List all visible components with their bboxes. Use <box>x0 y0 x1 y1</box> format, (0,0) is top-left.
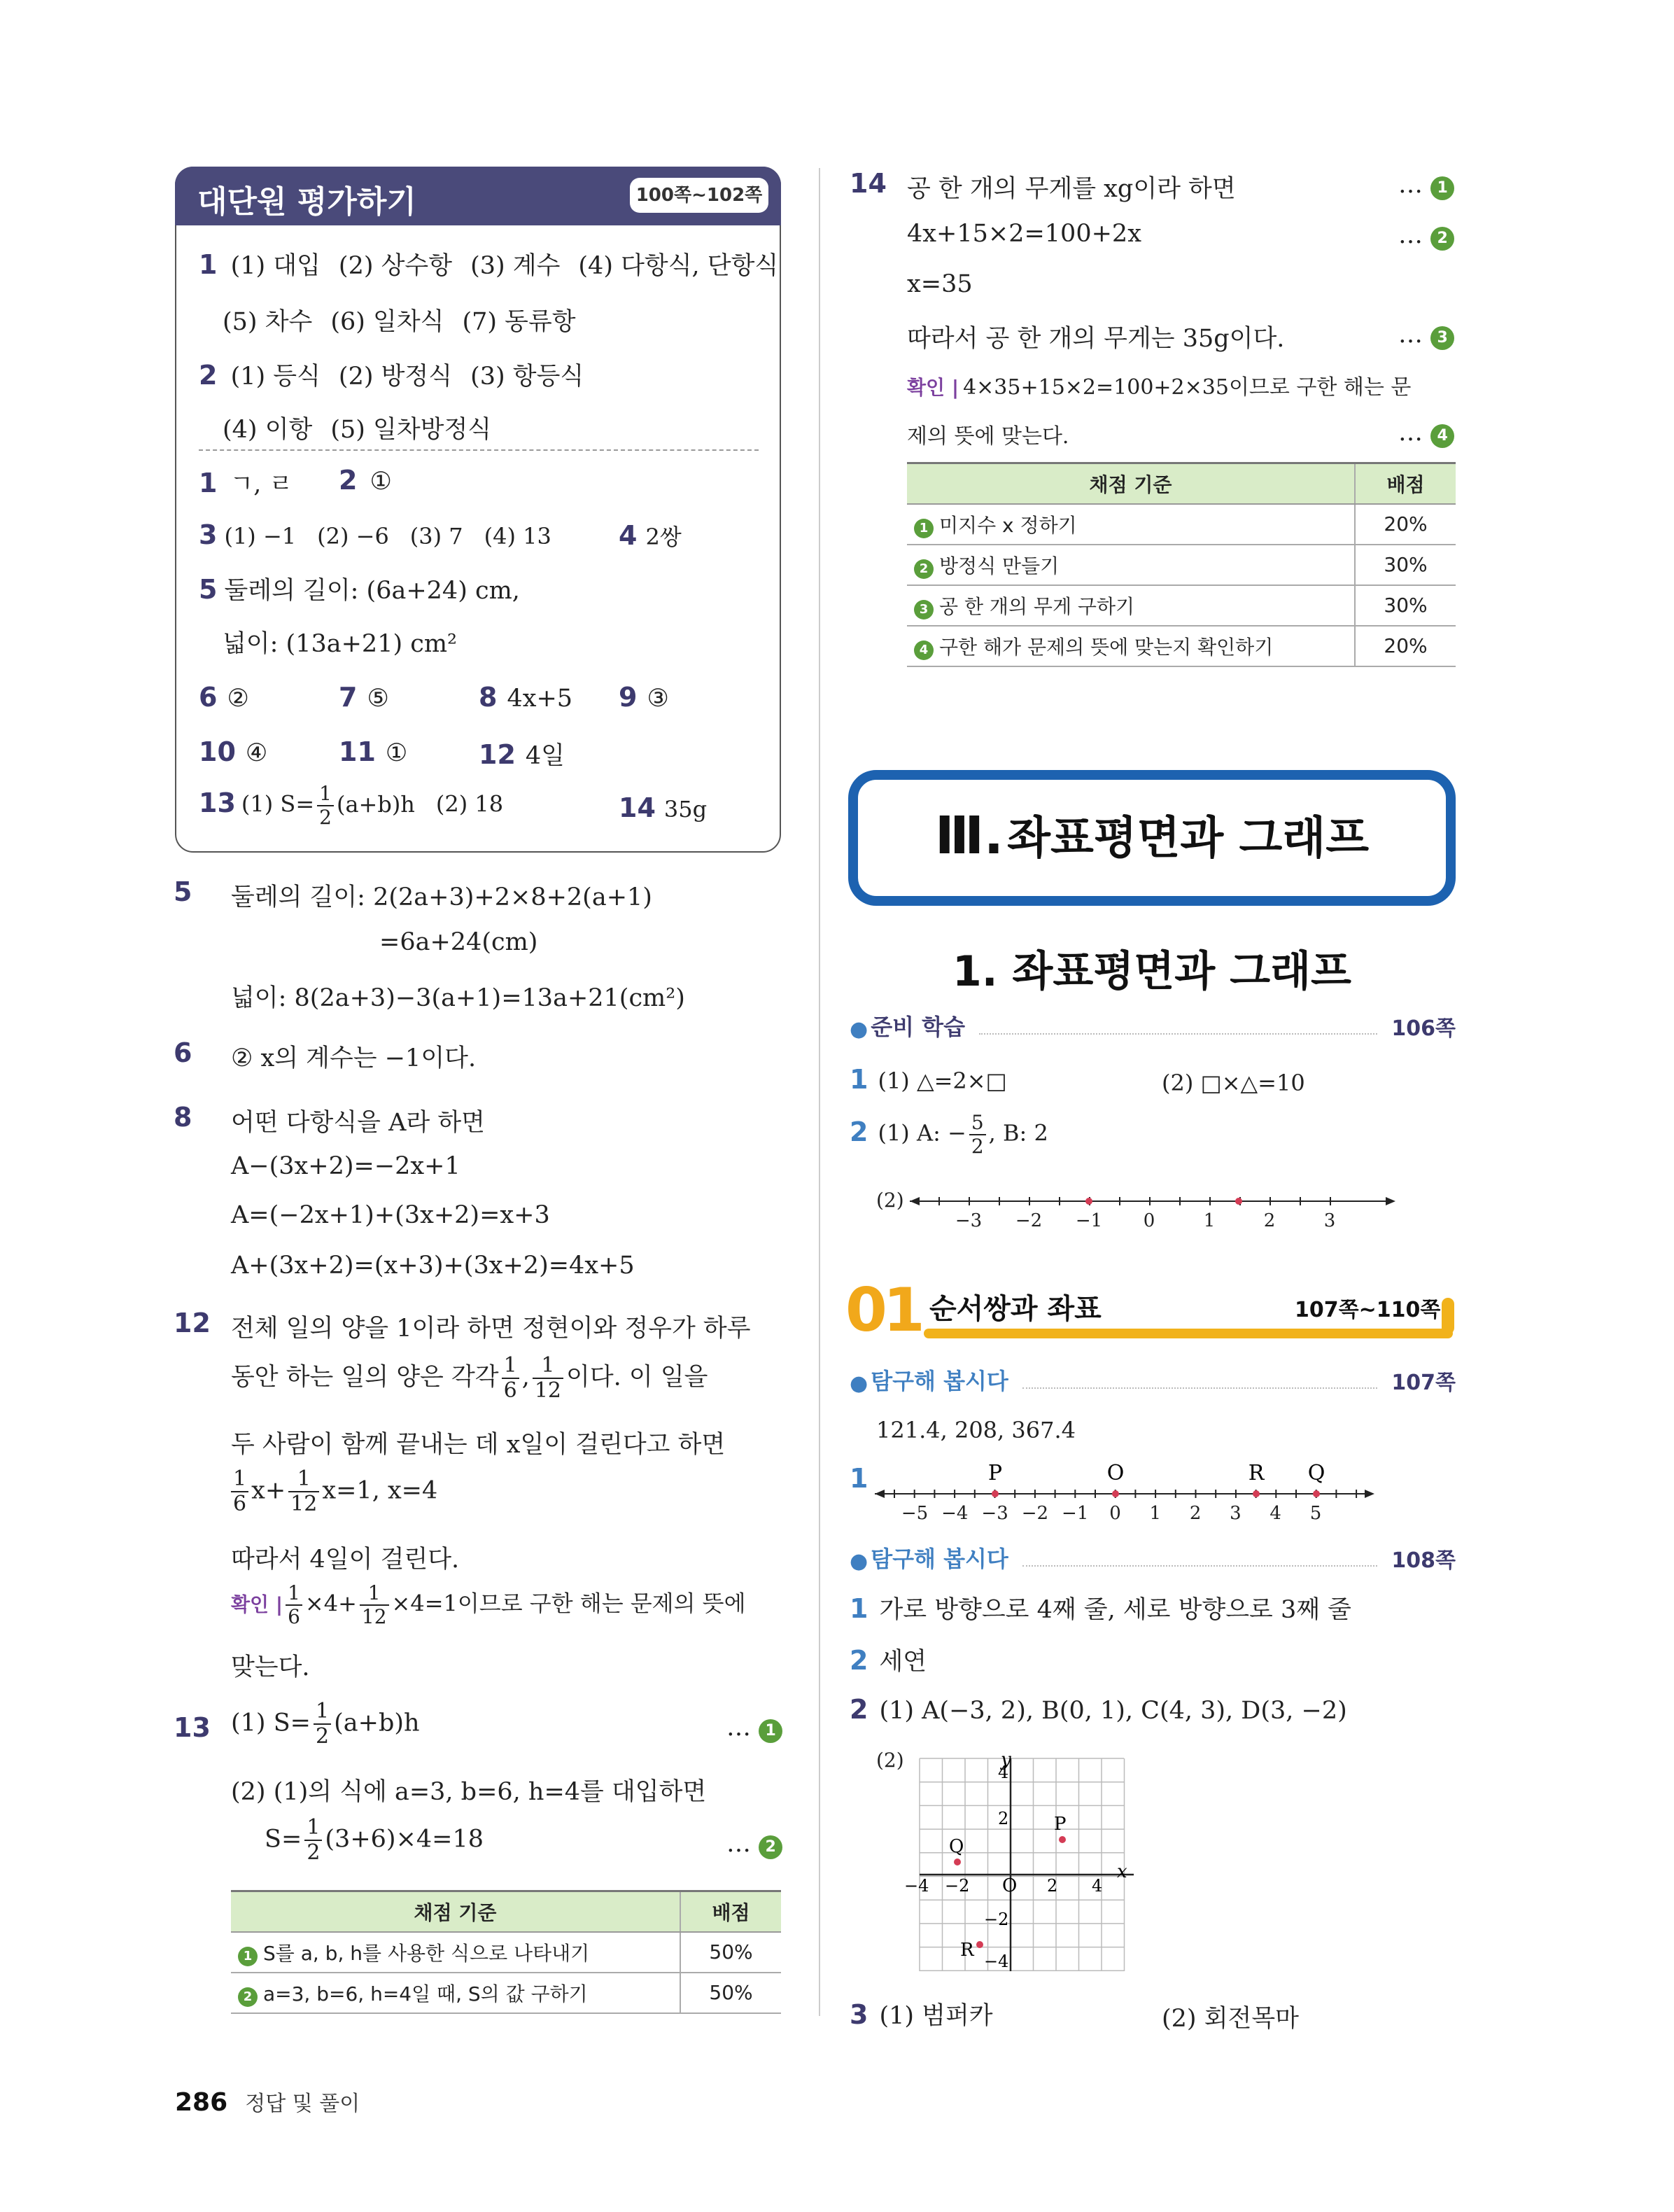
table-row: 3 공 한 개의 무게 구하기 30% <box>907 585 1456 626</box>
tick-label: 2 <box>1047 1876 1058 1896</box>
unit-eval-row2: 2 (1) 등식 (2) 방정식 (3) 항등식 <box>199 360 584 391</box>
sol14-line4: 따라서 공 한 개의 무게는 35g이다. <box>907 325 1285 353</box>
tick-label: −4 <box>984 1952 1009 1971</box>
tick-label: 3 <box>1230 1503 1242 1524</box>
tick-label: 0 <box>1109 1503 1121 1524</box>
sol8-line2: A−(3x+2)=−2x+1 <box>231 1152 460 1180</box>
sol14-score-table <box>907 462 1456 667</box>
tick-label: −2 <box>945 1876 970 1896</box>
coordinate-grid <box>903 1750 1148 1981</box>
sol13-line3: S= $\frac{1}{2}$ (3+6)×4=18 <box>265 1815 484 1865</box>
tick-label: 0 <box>1143 1210 1155 1231</box>
column-divider <box>819 168 820 2016</box>
section-subtitle: 1. 좌표평면과 그래프 <box>952 947 1351 996</box>
axis-label-x: x <box>1117 1861 1127 1882</box>
section-underline <box>924 1329 1453 1338</box>
tick-label: −1 <box>1075 1210 1103 1231</box>
table-row: 4 구한 해가 문제의 뜻에 맞는지 확인하기 20% <box>907 626 1456 666</box>
tick-label: 1 <box>1149 1503 1162 1524</box>
sol5-line1: 둘레의 길이: 2(2a+3)+2×8+2(a+1) <box>231 883 652 911</box>
answer-2-graph-label: (2) <box>876 1749 904 1772</box>
tick-label: −3 <box>981 1503 1008 1524</box>
answer-2: 2 ① <box>339 465 392 496</box>
answer-9: 9 ③ <box>619 682 669 713</box>
section-title: 순서쌍과 좌표 <box>929 1293 1102 1325</box>
sol14-line2: 4x+15×2=100+2x <box>907 220 1141 248</box>
sol13-mark2: … 2 <box>726 1830 782 1859</box>
footer <box>175 2086 360 2117</box>
unit-eval-row1b: (5) 차수 (6) 일차식 (7) 동류항 <box>223 308 576 336</box>
tick-label: −2 <box>1021 1503 1049 1524</box>
sol12-line4: $\frac{1}{6}$ x+ $\frac{1}{12}$ x=1, x=4 <box>231 1469 437 1515</box>
answer-5b: 넓이: (13a+21) cm² <box>223 630 458 658</box>
sol8-line4: A+(3x+2)=(x+3)+(3x+2)=4x+5 <box>231 1252 635 1280</box>
sol6-line1: ② x의 계수는 −1이다. <box>231 1044 477 1072</box>
tick-label: 4 <box>1269 1503 1281 1524</box>
prep-q1: 1 (1) △=2×□ <box>850 1064 1007 1095</box>
point-label: R <box>960 1940 974 1961</box>
answer-8: 8 4x+5 <box>479 682 573 713</box>
sol5-line3: 넓이: 8(2a+3)−3(a+1)=13a+21(cm²) <box>231 984 685 1012</box>
tick-label: 4 <box>998 1763 1009 1782</box>
answer-5: 5 둘레의 길이: (6a+24) cm, <box>199 574 520 605</box>
sol14-mark3: … 3 <box>1398 321 1454 350</box>
sol14-number: 14 <box>850 168 887 199</box>
sol6-number: 6 <box>174 1037 192 1068</box>
tick-label: 5 <box>1309 1503 1322 1524</box>
sol12-line2: 동안 하는 일의 양은 각각 $\frac{1}{6}$ , $\frac{1}{12}$ 이다. 이 일을 <box>231 1353 708 1403</box>
sol12-number: 12 <box>174 1308 211 1338</box>
axis-label-y: y <box>1001 1750 1011 1770</box>
sol8-line3: A=(−2x+1)+(3x+2)=x+3 <box>231 1201 550 1229</box>
point-label: Q <box>1307 1461 1325 1485</box>
origin-label: O <box>1002 1875 1018 1896</box>
answer-10: 10 ④ <box>199 736 268 767</box>
sol5-number: 5 <box>174 876 192 907</box>
unit-eval-row2b: (4) 이항 (5) 일차방정식 <box>223 416 492 444</box>
answer-3: 3 (1) −1 (2) −6 (3) 7 (4) 13 <box>199 519 551 550</box>
answer-7: 7 ⑤ <box>339 682 389 713</box>
tick-label: −4 <box>941 1503 969 1524</box>
divider <box>199 449 759 451</box>
sol14-mark2: … 2 <box>1398 221 1454 251</box>
sol13-score-table <box>231 1890 781 2014</box>
number-line-pqr <box>875 1456 1379 1533</box>
footer-label: 정답 및 풀이 <box>245 2092 360 2116</box>
tick-label: −2 <box>1015 1210 1043 1231</box>
unit-eval-pages: 100쪽~102쪽 <box>630 178 768 213</box>
page-number: 286 <box>175 2088 228 2117</box>
sol14-line1: 공 한 개의 무게를 xg이라 하면 <box>907 175 1236 203</box>
point-label: P <box>987 1461 1003 1485</box>
sol14-line6: 제의 뜻에 맞는다. <box>907 424 1069 449</box>
sol14-mark4: … 4 <box>1398 419 1454 448</box>
sol12-line7: 맞는다. <box>231 1653 310 1681</box>
table-row: 1 S를 a, b, h를 사용한 식으로 나타내기 50% <box>231 1932 781 1973</box>
sol14-check: 확인 | 4×35+15×2=100+2×35이므로 구한 해는 문 <box>907 375 1412 400</box>
answer-11: 11 ① <box>339 736 408 767</box>
sol12-line1: 전체 일의 양을 1이라 하면 정현이와 정우가 하루 <box>231 1315 751 1343</box>
point-label: P <box>1054 1814 1067 1835</box>
answer-13: 13 (1) S= $\frac{1}{2}$ (a+b)h (2) 18 <box>199 782 504 829</box>
chapter-roman: Ⅲ. <box>934 806 1004 866</box>
answer-4: 4 2쌍 <box>619 520 682 551</box>
answer-2-coords: 2 (1) A(−3, 2), B(0, 1), C(4, 3), D(3, −2) <box>850 1694 1347 1725</box>
sol5-line2: =6a+24(cm) <box>379 928 538 956</box>
sol12-line3: 두 사람이 함께 끝내는 데 x일이 걸린다고 하면 <box>231 1431 726 1459</box>
tick-label: −5 <box>901 1503 929 1524</box>
prep-q1b: (2) □×△=10 <box>1162 1070 1305 1096</box>
sol13-line1: (1) S= $\frac{1}{2}$ (a+b)h <box>231 1699 420 1749</box>
table-header-points: 배점 <box>680 1891 781 1932</box>
answer-1-explore: 1 가로 방향으로 4째 줄, 세로 방향으로 3째 줄 <box>850 1593 1351 1624</box>
sol14-line3: x=35 <box>907 270 973 298</box>
tick-label: −3 <box>955 1210 983 1231</box>
answer-14: 14 35g <box>619 792 708 823</box>
answer-3-ride-b: (2) 회전목마 <box>1162 2005 1299 2033</box>
sol8-number: 8 <box>174 1102 192 1133</box>
prep-q2c: (2) <box>876 1189 904 1212</box>
answer-2-explore: 2 세연 <box>850 1645 927 1676</box>
table-row: 1 미지수 x 정하기 20% <box>907 504 1456 545</box>
tick-label: 2 <box>1263 1210 1276 1231</box>
table-header-criteria: 채점 기준 <box>231 1891 680 1932</box>
point-label: R <box>1248 1461 1265 1485</box>
explore-values: 121.4, 208, 367.4 <box>876 1417 1076 1443</box>
table-row: 2 방정식 만들기 30% <box>907 545 1456 585</box>
explore-header-2: ● 탐구해 봅시다 108쪽 <box>850 1546 1456 1574</box>
unit-eval-row1: 1 (1) 대입 (2) 상수항 (3) 계수 (4) 다항식, 단항식 <box>199 249 779 280</box>
tick-label: 2 <box>998 1809 1009 1828</box>
bullet-icon: ● <box>850 1371 868 1396</box>
tick-label: 2 <box>1189 1503 1202 1524</box>
table-header-points: 배점 <box>1355 463 1456 504</box>
table-header-criteria: 채점 기준 <box>907 463 1355 504</box>
table-row: 2 a=3, b=6, h=4일 때, S의 값 구하기 50% <box>231 1973 781 2013</box>
tick-label: 1 <box>1203 1210 1216 1231</box>
bullet-icon: ● <box>850 1549 868 1574</box>
prep-q2: 2 (1) A: − $\frac{5}{2}$ , B: 2 <box>850 1111 1048 1158</box>
tick-label: −2 <box>984 1910 1009 1929</box>
tick-label: −1 <box>1062 1503 1089 1524</box>
answer-3-ride: 3 (1) 범퍼카 <box>850 1999 993 2030</box>
explore-header-1: ● 탐구해 봅시다 107쪽 <box>850 1368 1456 1396</box>
prep-header: ● 준비 학습 106쪽 <box>850 1014 1456 1042</box>
sol12-line5: 따라서 4일이 걸린다. <box>231 1546 460 1574</box>
sol13-mark1: … 1 <box>726 1714 782 1743</box>
sol8-line1: 어떤 다항식을 A라 하면 <box>231 1109 485 1137</box>
sol13-number: 13 <box>174 1712 211 1743</box>
tick-label: −4 <box>904 1876 929 1896</box>
section-pages: 107쪽~110쪽 <box>1295 1298 1441 1322</box>
q1-number: 1 <box>850 1463 868 1494</box>
section-number: 01 <box>845 1275 921 1345</box>
sol13-line2: (2) (1)의 식에 a=3, b=6, h=4를 대입하면 <box>231 1778 707 1806</box>
chapter-title: 좌표평면과 그래프 <box>1007 813 1370 864</box>
answer-1: 1 ㄱ, ㄹ <box>199 468 293 498</box>
point-label: Q <box>949 1836 964 1857</box>
unit-eval-title: 대단원 평가하기 <box>197 184 416 220</box>
sol14-mark1: … 1 <box>1398 171 1454 200</box>
bullet-icon: ● <box>850 1017 868 1042</box>
tick-label: 3 <box>1323 1210 1336 1231</box>
chapter-banner <box>848 770 1456 906</box>
sol12-check: 확인 | $\frac{1}{6}$ ×4+ $\frac{1}{12}$ ×4=1이므로 구한 해는 문제의 뜻에 <box>231 1581 746 1628</box>
point-label: O <box>1106 1461 1125 1485</box>
number-line-prep <box>910 1183 1400 1239</box>
answer-12: 12 4일 <box>479 739 565 770</box>
tick-label: 4 <box>1092 1876 1103 1896</box>
answer-6: 6 ② <box>199 682 249 713</box>
section-underline-cap <box>1442 1298 1454 1334</box>
